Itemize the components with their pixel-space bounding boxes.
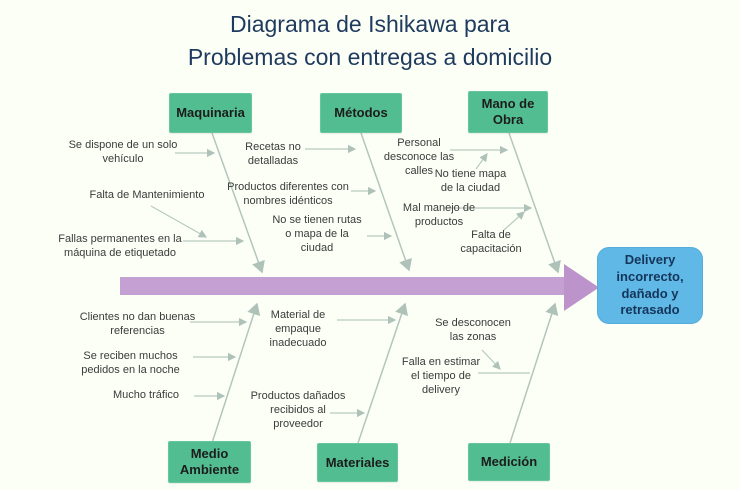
category-label: Medición: [480, 454, 538, 470]
cause-fallas-permanentes: Fallas permanentes en la máquina de etiquetado: [58, 233, 182, 259]
cause-no-se-tienen-rutas: No se tienen rutas o mapa de la ciudad: [272, 214, 362, 254]
title-line-2: Problemas con entregas a domicilio: [187, 43, 553, 70]
cause-falta-capacitacion: Falta de capacitación: [460, 229, 522, 255]
category-box-maquinaria: [169, 93, 252, 133]
cause-mal-manejo-productos: Mal manejo de productos: [402, 202, 476, 228]
cause-material-empaque: Material de empaque inadecuado: [269, 309, 327, 349]
cause-recetas-no-detalladas: Recetas no detalladas: [245, 141, 301, 167]
category-box-metodos: [320, 93, 402, 133]
effect-box: [597, 247, 703, 324]
cause-no-tiene-mapa: No tiene mapa de la ciudad: [434, 168, 507, 194]
connector-no-tiene-mapa: [476, 154, 487, 169]
cause-clientes-referencias: Clientes no dan buenas referencias: [79, 311, 196, 337]
cause-productos-diferentes: Productos diferentes con nombres idénticos: [227, 181, 349, 207]
category-label: Métodos: [334, 105, 388, 121]
cause-falla-estimar-tiempo: Falla en estimar el tiempo de delivery: [401, 356, 481, 396]
category-label: Maquinaria: [176, 105, 245, 121]
cause-mucho-trafico: Mucho tráfico: [112, 389, 180, 401]
connector-se-desconocen: [482, 350, 500, 369]
cause-se-desconocen-zonas: Se desconocen las zonas: [435, 317, 511, 343]
category-box-medio-ambiente: [168, 441, 251, 483]
cause-productos-danados: Productos dañados recibidos al proveedor: [250, 390, 346, 430]
cause-personal-desconoce-calles: Personal desconoce las calles: [383, 137, 455, 177]
category-label: Medio Ambiente: [179, 446, 240, 477]
title-line-1: Diagrama de Ishikawa para: [230, 11, 510, 37]
category-box-medicion: [468, 443, 550, 481]
cause-falta-mantenimiento: Falta de Mantenimiento: [89, 189, 205, 201]
cause-pedidos-noche: Se reciben muchos pedidos en la noche: [81, 350, 180, 376]
connector-falta-capacitacion: [504, 212, 524, 230]
spine-arrowhead-icon: [564, 264, 599, 311]
spine-bar: [120, 277, 566, 295]
category-label: Materiales: [325, 454, 390, 470]
category-label: Mano de Obra: [481, 96, 535, 127]
effect-label: Delivery incorrecto, dañado y retrasado: [616, 251, 684, 318]
category-box-mano-de-obra: [468, 91, 548, 133]
category-box-materiales: [317, 443, 398, 482]
cause-se-dispone-vehiculo: Se dispone de un solo vehículo: [68, 139, 178, 165]
